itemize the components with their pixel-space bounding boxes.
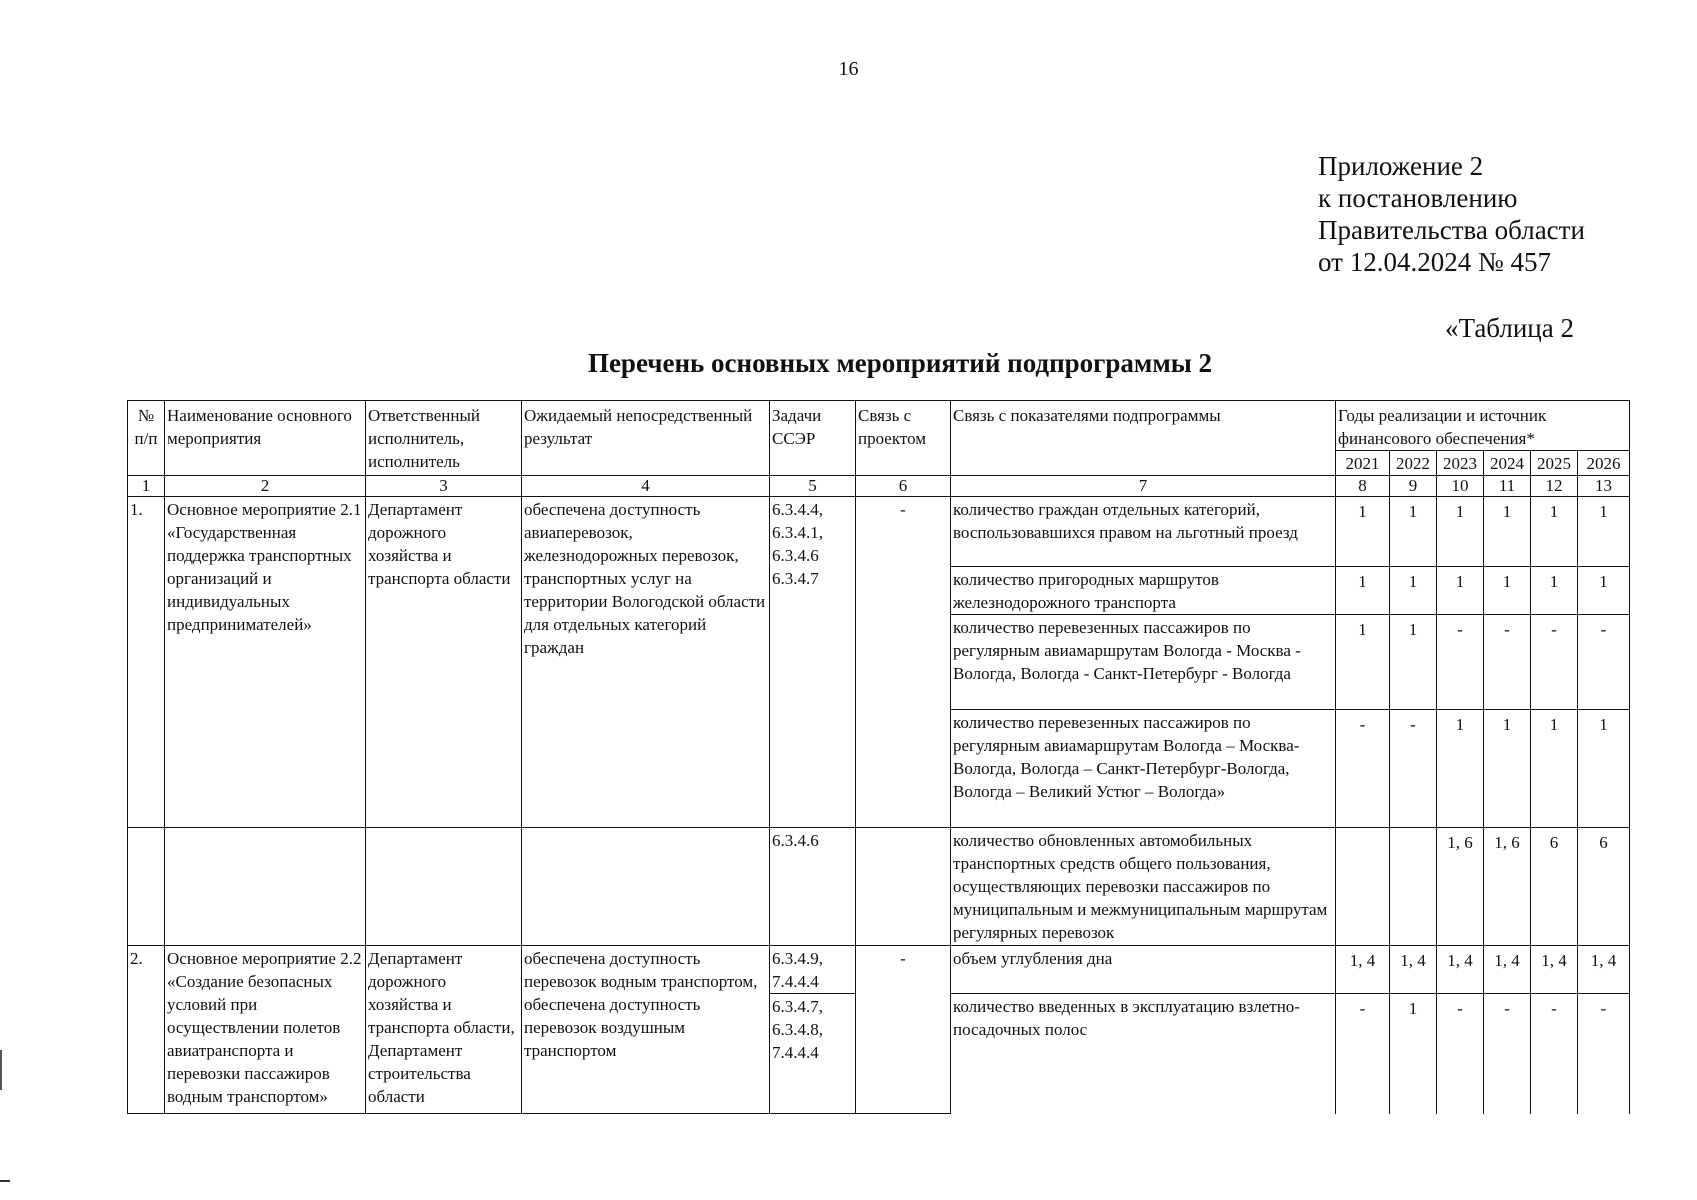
value-cell — [1336, 828, 1390, 946]
column-number: 3 — [366, 476, 522, 497]
value-cell: 1 — [1390, 497, 1437, 567]
value-cell: - — [1484, 994, 1531, 1114]
column-number: 8 — [1336, 476, 1390, 497]
document-title: Перечень основных мероприятий подпрограммы 2 — [587, 348, 1213, 378]
indicator-text: количество граждан отдельных категорий, воспользовавшихся правом на льготный проезд — [951, 497, 1336, 567]
header-tasks: Задачи ССЭР — [770, 401, 856, 476]
header-result: Ожидаемый непосредственный результат — [522, 401, 770, 476]
value-cell: 1, 6 — [1437, 828, 1484, 946]
column-number: 7 — [951, 476, 1336, 497]
measure-result: обеспечена доступность перевозок водным транспортом, обеспечена доступность перевозок воздушным транспортом — [522, 946, 770, 1114]
value-cell: - — [1336, 994, 1390, 1114]
value-cell: 1 — [1531, 567, 1578, 615]
measure-executor: Департамент дорожного хозяйства и транспорта области, Департамент строительства области — [366, 946, 522, 1114]
measure-tasks: 6.3.4.7, 6.3.4.8, 7.4.4.4 — [770, 994, 856, 1114]
column-number: 4 — [522, 476, 770, 497]
empty-cell — [128, 828, 165, 946]
year-cell: 2022 — [1390, 451, 1437, 476]
appendix-line: от 12.04.2024 № 457 — [1318, 247, 1551, 277]
value-cell: 1 — [1336, 497, 1390, 567]
measure-tasks: 6.3.4.4, 6.3.4.1, 6.3.4.6 6.3.4.7 — [770, 497, 856, 828]
value-cell: 1 — [1578, 497, 1630, 567]
empty-cell — [165, 828, 366, 946]
header-years-group: Годы реализации и источник финансового обеспечения* — [1336, 401, 1630, 451]
table-row — [128, 497, 1630, 567]
appendix-line: к постановлению — [1318, 183, 1518, 213]
appendix-line: Приложение 2 — [1318, 151, 1484, 181]
value-cell: - — [1484, 615, 1531, 710]
header-executor: Ответственный исполнитель, исполнитель — [366, 401, 522, 476]
value-cell: 1, 4 — [1390, 946, 1437, 994]
indicator-text: количество пригородных маршрутов железнодорожного транспорта — [951, 567, 1336, 615]
indicator-text: количество перевезенных пассажиров по регулярным авиамаршрутам Вологда – Москва-Вологда, Вологда – Санкт-Петербург-Вологда, Вологда – Великий Устюг – Вологда» — [951, 710, 1336, 828]
measure-executor: Департамент дорожного хозяйства и транспорта области — [366, 497, 522, 828]
value-cell: 1 — [1390, 994, 1437, 1114]
appendix-line: Правительства области — [1318, 215, 1585, 245]
header-indicators: Связь с показателями подпрограммы — [951, 401, 1336, 476]
year-cell: 2026 — [1578, 451, 1630, 476]
table-row — [128, 946, 1630, 994]
table-label: «Таблица 2 — [1445, 313, 1574, 343]
column-number: 2 — [165, 476, 366, 497]
column-number: 5 — [770, 476, 856, 497]
value-cell: 1 — [1578, 567, 1630, 615]
value-cell: 1 — [1484, 567, 1531, 615]
value-cell: 1 — [1336, 615, 1390, 710]
value-cell: 1 — [1531, 497, 1578, 567]
header-name: Наименование основного мероприятия — [165, 401, 366, 476]
empty-cell — [856, 828, 951, 946]
indicator-text: количество введенных в эксплуатацию взлетно-посадочных полос — [951, 994, 1336, 1114]
measure-project: - — [856, 946, 951, 1114]
value-cell: - — [1578, 994, 1630, 1114]
value-cell: 1, 4 — [1437, 946, 1484, 994]
indicator-text: количество перевезенных пассажиров по регулярным авиамаршрутам Вологда - Москва - Вологда, Вологда - Санкт-Петербург - Вологда — [951, 615, 1336, 710]
appendix-block — [1318, 150, 1585, 278]
value-cell: - — [1578, 615, 1630, 710]
measure-project: - — [856, 497, 951, 828]
header-num: № п/п — [128, 401, 165, 476]
scan-margin-mark — [0, 1050, 8, 1090]
column-number: 6 — [856, 476, 951, 497]
empty-cell — [522, 828, 770, 946]
year-cell: 2025 — [1531, 451, 1578, 476]
row-number: 1. — [128, 497, 165, 828]
table-row — [128, 828, 1630, 946]
measure-result: обеспечена доступность авиаперевозок, железнодорожных перевозок, транспортных услуг на территории Вологодской области для отдельных категорий граждан — [522, 497, 770, 828]
value-cell: 1, 4 — [1336, 946, 1390, 994]
value-cell: 1 — [1484, 710, 1531, 828]
value-cell: - — [1336, 710, 1390, 828]
value-cell: - — [1437, 994, 1484, 1114]
empty-cell — [366, 828, 522, 946]
column-number: 11 — [1484, 476, 1531, 497]
year-cell: 2021 — [1336, 451, 1390, 476]
value-cell: 6 — [1578, 828, 1630, 946]
measure-name: Основное мероприятие 2.2 «Создание безопасных условий при осуществлении полетов авиатранспорта и перевозки пассажиров водным транспортом» — [165, 946, 366, 1114]
column-number: 10 — [1437, 476, 1484, 497]
indicator-text: количество обновленных автомобильных транспортных средств общего пользования, осуществляющих перевозки пассажиров по муниципальным и межмуниципальным маршрутам регулярных перевозок — [951, 828, 1336, 946]
indicator-text: объем углубления дна — [951, 946, 1336, 994]
column-number: 9 — [1390, 476, 1437, 497]
value-cell: 1 — [1578, 710, 1630, 828]
year-cell: 2024 — [1484, 451, 1531, 476]
value-cell: 1 — [1437, 567, 1484, 615]
value-cell — [1390, 828, 1437, 946]
value-cell: 1, 6 — [1484, 828, 1531, 946]
measure-tasks: 6.3.4.6 — [770, 828, 856, 946]
measures-table — [127, 400, 1630, 1114]
value-cell: 1 — [1336, 567, 1390, 615]
column-number: 12 — [1531, 476, 1578, 497]
value-cell: 1 — [1437, 710, 1484, 828]
value-cell: 1, 4 — [1578, 946, 1630, 994]
value-cell: 1 — [1390, 615, 1437, 710]
measure-tasks: 6.3.4.9, 7.4.4.4 — [770, 946, 856, 994]
row-number: 2. — [128, 946, 165, 1114]
value-cell: 1 — [1390, 567, 1437, 615]
column-number: 1 — [128, 476, 165, 497]
value-cell: 1 — [1437, 497, 1484, 567]
value-cell: 1, 4 — [1531, 946, 1578, 994]
value-cell: 6 — [1531, 828, 1578, 946]
scan-margin-mark — [0, 1180, 10, 1182]
value-cell: - — [1437, 615, 1484, 710]
header-project: Связь с проектом — [856, 401, 951, 476]
header-row — [128, 401, 1630, 451]
value-cell: 1 — [1484, 497, 1531, 567]
value-cell: 1 — [1531, 710, 1578, 828]
value-cell: - — [1390, 710, 1437, 828]
column-numbers-row — [128, 476, 1630, 497]
year-cell: 2023 — [1437, 451, 1484, 476]
value-cell: - — [1531, 994, 1578, 1114]
page-number: 16 — [838, 58, 859, 80]
column-number: 13 — [1578, 476, 1630, 497]
value-cell: 1, 4 — [1484, 946, 1531, 994]
measure-name: Основное мероприятие 2.1 «Государственная поддержка транспортных организаций и индивидуальных предпринимателей» — [165, 497, 366, 828]
value-cell: - — [1531, 615, 1578, 710]
